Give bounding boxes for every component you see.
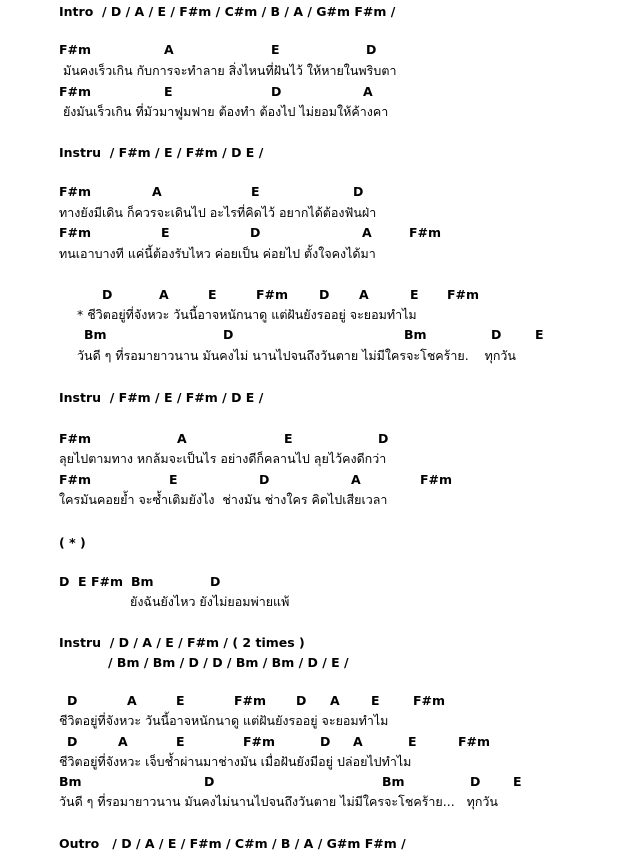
chord: F#m [59, 431, 92, 446]
chord: E [284, 431, 293, 446]
chord: A [177, 431, 187, 446]
chord: D [353, 184, 364, 199]
chord: D [320, 734, 331, 749]
chord: E [408, 734, 417, 749]
chorus-lyric-1: * ชีวิตอยู่ที่จังหวะ วันนี้อาจหนักนาดู แต่ฝันยังรออยู่ จะยอมทำไม [77, 307, 417, 322]
chord: A [351, 472, 361, 487]
chord: F#m [234, 693, 267, 708]
chord: E [271, 42, 280, 57]
chord: F#m [59, 184, 92, 199]
chord: F#m [420, 472, 453, 487]
outro-line: Outro / D / A / E / F#m / C#m / B / A / G#m F#m / [59, 836, 406, 851]
chorus-chord-line-2 [0, 327, 620, 343]
verse2-lyric-1: ทางยังมีเดิน ก็ควรจะเดินไป อะไรที่คิดไว้ อยากได้ต้องฟันฝ่า [59, 205, 377, 220]
chord: F#m [447, 287, 480, 302]
chord: A [362, 225, 372, 240]
chord: E [176, 693, 185, 708]
chord: D [67, 693, 78, 708]
final-chorus-chord-line-1 [0, 693, 620, 709]
chord: F#m [59, 42, 92, 57]
verse2-chord-line-2 [0, 225, 620, 241]
chord: E [176, 734, 185, 749]
intro-line: Intro / D / A / E / F#m / C#m / B / A / G#m F#m / [59, 4, 396, 19]
chord: A [127, 693, 137, 708]
verse3-chord-line-2 [0, 472, 620, 488]
chord: E [78, 574, 87, 589]
chord: E [371, 693, 380, 708]
chord: A [363, 84, 373, 99]
chord: A [118, 734, 128, 749]
chord: A [159, 287, 169, 302]
chord: Bm [131, 574, 154, 589]
final-chorus-chord-line-3 [0, 774, 620, 790]
final-chorus-lyric-1: ชีวิตอยู่ที่จังหวะ วันนี้อาจหนักนาดู แต่ฝันยังรออยู่ จะยอมทำไม [59, 713, 389, 728]
chord: A [330, 693, 340, 708]
chord: F#m [243, 734, 276, 749]
chord: E [161, 225, 170, 240]
chord: D [223, 327, 234, 342]
chord: E [164, 84, 173, 99]
instru3-line-1: Instru / D / A / E / F#m / ( 2 times ) [59, 635, 305, 650]
chord: Bm [59, 774, 82, 789]
instru3-line-2: / Bm / Bm / D / D / Bm / Bm / D / E / [108, 655, 349, 670]
bridge-lyric: ยังฉันยังไหว ยังไม่ยอมพ่ายแพ้ [130, 594, 290, 609]
chord: E [535, 327, 544, 342]
chord: D [491, 327, 502, 342]
verse2-chord-line-1 [0, 184, 620, 200]
chord: A [353, 734, 363, 749]
chord: E [251, 184, 260, 199]
chord: Bm [404, 327, 427, 342]
chord: F#m [91, 574, 124, 589]
chord: F#m [458, 734, 491, 749]
chord: D [470, 774, 481, 789]
chord: A [152, 184, 162, 199]
chord: F#m [59, 472, 92, 487]
chord: D [59, 574, 70, 589]
final-chorus-lyric-3: วันดี ๆ ที่รอมายาวนาน มันคงไม่นานไปจนถึงวันตาย ไม่มีใครจะโชคร้าย... ทุกวัน [59, 794, 498, 809]
verse3-chord-line-1 [0, 431, 620, 447]
instru2-line: Instru / F#m / E / F#m / D E / [59, 390, 264, 405]
chord: D [296, 693, 307, 708]
chord: Bm [382, 774, 405, 789]
chord: A [164, 42, 174, 57]
chord: D [319, 287, 330, 302]
chord: D [67, 734, 78, 749]
chord: E [410, 287, 419, 302]
chord: D [271, 84, 282, 99]
chord: D [204, 774, 215, 789]
chorus-lyric-2: วันดี ๆ ที่รอมายาวนาน มันคงไม่ นานไปจนถึงวันตาย ไม่มีใครจะโชคร้าย. ทุกวัน [77, 348, 516, 363]
chord: D [210, 574, 221, 589]
verse1-chord-line-2 [0, 84, 620, 100]
repeat-chorus-marker: ( * ) [59, 535, 86, 550]
verse3-lyric-2: ใครมันคอยย้ำ จะซ้ำเติมยังไง ช่างมัน ช่างใคร คิดไปเสียเวลา [59, 492, 388, 507]
chord: D [250, 225, 261, 240]
chord: D [378, 431, 389, 446]
verse1-lyric-2: ยังมันเร็วเกิน ที่มัวมาฟูมฟาย ต้องทำ ต้องไป ไม่ยอมให้ค้างคา [59, 104, 389, 119]
chord: F#m [409, 225, 442, 240]
chord: A [359, 287, 369, 302]
chord: F#m [413, 693, 446, 708]
instru1-line: Instru / F#m / E / F#m / D E / [59, 145, 264, 160]
verse3-lyric-1: ลุยไปตามทาง หกล้มจะเป็นไร อย่างดีก็คลานไป ลุยไว้คงดีกว่า [59, 451, 387, 466]
verse2-lyric-2: ทนเอาบางที แค่นี้ต้องรับไหว ค่อยเป็น ค่อยไป ตั้งใจคงได้มา [59, 246, 376, 261]
chord: F#m [59, 225, 92, 240]
bridge-chord-line [0, 574, 620, 590]
final-chorus-lyric-2: ชีวิตอยู่ที่จังหวะ เจ็บช้ำผ่านมาช่างมัน เมื่อฝันยังมีอยู่ ปล่อยไปทำไม [59, 754, 412, 769]
chord: D [102, 287, 113, 302]
chord: F#m [256, 287, 289, 302]
chord: D [259, 472, 270, 487]
chorus-chord-line-1 [0, 287, 620, 303]
chord: E [169, 472, 178, 487]
chord: F#m [59, 84, 92, 99]
verse1-chord-line-1 [0, 42, 620, 58]
final-chorus-chord-line-2 [0, 734, 620, 750]
chord: E [513, 774, 522, 789]
verse1-lyric-1: มันคงเร็วเกิน กับการจะทำลาย สิ่งไหนที่ฝันไว้ ให้หายในพริบตา [59, 63, 397, 78]
chord: E [208, 287, 217, 302]
chord: D [366, 42, 377, 57]
chord: Bm [84, 327, 107, 342]
